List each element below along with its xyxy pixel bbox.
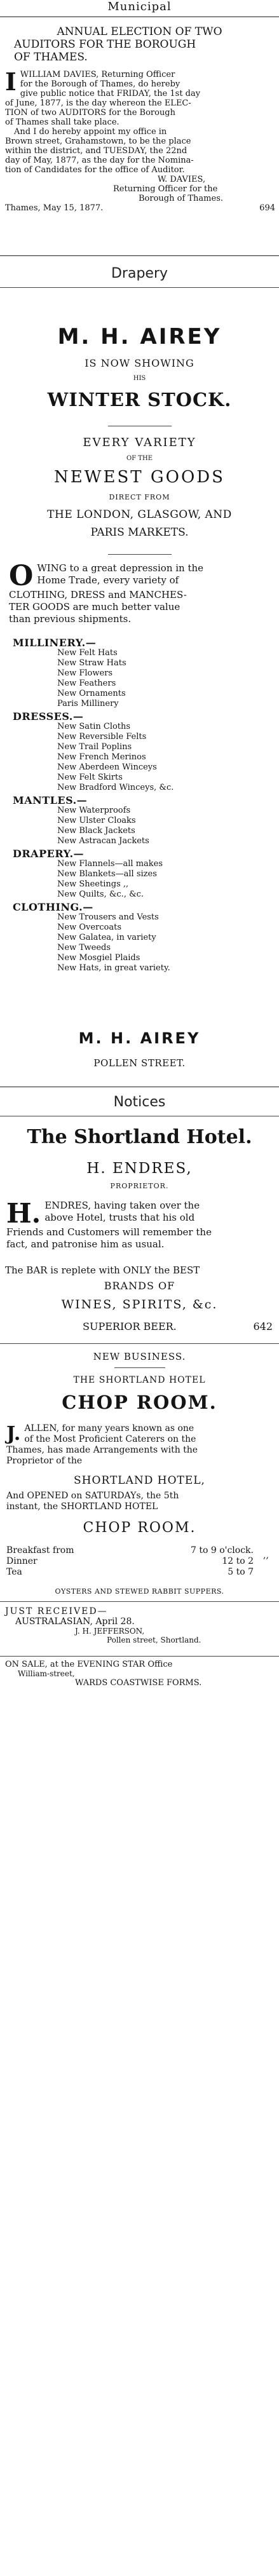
list-item: New Satin Cloths bbox=[57, 722, 131, 731]
list-item: New Aberdeen Winceys bbox=[57, 763, 157, 772]
wards-forms: WARDS COASTWISE FORMS. bbox=[75, 1678, 202, 1688]
markets-line-1: THE LONDON, GLASGOW, AND bbox=[47, 508, 232, 521]
list-item: New Bradford Winceys, &c. bbox=[57, 783, 174, 792]
meals-bracket-mark: ,, bbox=[263, 1550, 269, 1561]
list-item: New Overcoats bbox=[57, 923, 121, 932]
body-line: TION of two AUDITORS for the Borough bbox=[5, 108, 176, 118]
goods-list bbox=[0, 635, 279, 973]
list-item: New Straw Hats bbox=[57, 658, 126, 668]
just-received-notice bbox=[0, 1606, 279, 1644]
shortland-hotel-heading: THE SHORTLAND HOTEL bbox=[73, 1375, 206, 1385]
notice-code: 694 bbox=[259, 203, 275, 213]
election-body bbox=[0, 67, 279, 213]
beer-code: 642 bbox=[253, 1320, 273, 1332]
para-line: And OPENED on SATURDAYs, the 5th bbox=[6, 1491, 179, 1501]
para-line: Home Trade, every variety of bbox=[37, 574, 179, 586]
footer-advertiser-name: M. H. AIREY bbox=[78, 1029, 201, 1047]
meal-name: Breakfast from bbox=[6, 1545, 74, 1556]
divider bbox=[0, 1343, 279, 1344]
footer-street: POLLEN STREET. bbox=[93, 1057, 186, 1069]
signature-line: Returning Officer for the bbox=[113, 184, 218, 194]
now-showing: IS NOW SHOWING bbox=[85, 357, 194, 369]
william-street: William-street, bbox=[18, 1669, 75, 1678]
heading-line: AUDITORS FOR THE BOROUGH bbox=[14, 38, 196, 51]
dropcap: H. bbox=[6, 1198, 41, 1229]
chop-room-2: CHOP ROOM. bbox=[83, 1520, 196, 1536]
meal-name: Tea bbox=[6, 1567, 22, 1577]
dropcap: O bbox=[9, 560, 34, 592]
category-drapery: DRAPERY.— bbox=[13, 848, 85, 860]
category-millinery: MILLINERY.— bbox=[13, 637, 97, 649]
direct-from: DIRECT FROM bbox=[109, 493, 170, 501]
list-item: New Black Jackets bbox=[57, 826, 135, 836]
divider bbox=[0, 1656, 279, 1657]
category-dresses: DRESSES.— bbox=[13, 710, 84, 722]
list-item: New Blankets—all sizes bbox=[57, 869, 157, 879]
para-line: Friends and Customers will remember the bbox=[6, 1226, 212, 1238]
body-line: for the Borough of Thames, do hereby bbox=[20, 79, 180, 89]
divider bbox=[0, 255, 279, 256]
section-title-drapery: Drapery bbox=[111, 266, 168, 281]
endres-paragraph bbox=[0, 1200, 279, 1251]
brands-of: BRANDS OF bbox=[104, 1280, 175, 1292]
depression-paragraph bbox=[0, 562, 279, 625]
list-item: New Felt Hats bbox=[57, 648, 118, 658]
superior-beer: SUPERIOR BEER. bbox=[83, 1320, 177, 1332]
meal-time: 5 to 7 bbox=[228, 1567, 254, 1577]
election-heading-2 bbox=[0, 38, 279, 64]
jefferson-address: Pollen street, Shortland. bbox=[107, 1636, 201, 1644]
bar-line: The BAR is replete with ONLY the BEST bbox=[5, 1264, 200, 1276]
list-item: New Felt Skirts bbox=[57, 773, 123, 782]
heading-line: ANNUAL ELECTION OF TWO bbox=[57, 25, 222, 38]
list-item: New Tweeds bbox=[57, 943, 111, 952]
dropcap: J. bbox=[6, 1423, 21, 1445]
meal-row bbox=[6, 1545, 254, 1556]
meal-row bbox=[6, 1567, 254, 1578]
body-line: Brown street, Grahamstown, to be the place bbox=[5, 137, 191, 146]
of-the-label: OF THE bbox=[126, 455, 153, 462]
list-item: New Galatea, in variety bbox=[57, 933, 156, 942]
australasian: AUSTRALASIAN, April 28. bbox=[15, 1617, 135, 1627]
para-line: above Hotel, trusts that his old bbox=[44, 1212, 195, 1223]
body-line: tion of Candidates for the office of Auditor. bbox=[5, 165, 185, 175]
para-line: CLOTHING, DRESS and MANCHES- bbox=[9, 589, 187, 600]
meal-times bbox=[0, 1545, 279, 1578]
short-divider bbox=[108, 554, 172, 555]
new-business: NEW BUSINESS. bbox=[93, 1351, 186, 1362]
para-line: ENDRES, having taken over the bbox=[44, 1200, 200, 1211]
list-item: New Mosgiel Plaids bbox=[57, 953, 140, 963]
list-item: New French Merinos bbox=[57, 752, 146, 762]
list-item: New Trail Poplins bbox=[57, 742, 132, 752]
body-line: And I do hereby appoint my office in bbox=[14, 127, 167, 137]
just-received: JUST RECEIVED— bbox=[5, 1606, 108, 1617]
date-row bbox=[5, 203, 275, 213]
list-item: New Feathers bbox=[57, 679, 116, 688]
wines-spirits: WINES, SPIRITS, &c. bbox=[61, 1298, 218, 1312]
list-item: New Flowers bbox=[57, 668, 113, 678]
shortland-hotel-2: SHORTLAND HOTEL, bbox=[74, 1474, 205, 1487]
list-item: New Ornaments bbox=[57, 689, 126, 698]
meal-time: 12 to 2 bbox=[222, 1556, 254, 1566]
every-variety: EVERY VARIETY bbox=[83, 436, 196, 449]
markets-line-2: PARIS MARKETS. bbox=[90, 526, 189, 539]
para-line: Thames, has made Arrangements with the bbox=[6, 1445, 198, 1455]
body-line: WILLIAM DAVIES, Returning Officer bbox=[20, 70, 175, 79]
para-line: Proprietor of the bbox=[6, 1456, 83, 1466]
list-item: New Ulster Cloaks bbox=[57, 816, 136, 825]
divider bbox=[0, 287, 279, 288]
body-line: of June, 1877, is the day whereon the ELEC- bbox=[5, 98, 191, 108]
heading-line: OF THAMES. bbox=[14, 51, 88, 64]
category-mantles: MANTLES.— bbox=[13, 794, 88, 806]
chop-room-heading: CHOP ROOM. bbox=[62, 1392, 217, 1413]
notice-date: Thames, May 15, 1877. bbox=[5, 203, 104, 213]
body-line: give public notice that FRIDAY, the 1st day bbox=[20, 89, 201, 98]
para-line: instant, the SHORTLAND HOTEL bbox=[6, 1502, 158, 1512]
opened-paragraph bbox=[0, 1491, 279, 1512]
category-clothing: CLOTHING.— bbox=[13, 901, 93, 913]
jefferson: J. H. JEFFERSON, bbox=[75, 1627, 145, 1636]
section-title-municipal: Municipal bbox=[107, 0, 172, 13]
list-item: New Waterproofs bbox=[57, 806, 131, 815]
newest-goods: NEWEST GOODS bbox=[54, 468, 225, 487]
list-item: New Reversible Felts bbox=[57, 732, 147, 742]
signature: W. DAVIES, bbox=[158, 175, 206, 184]
allen-paragraph bbox=[0, 1423, 279, 1467]
short-divider bbox=[114, 1367, 165, 1368]
beer-row bbox=[0, 1320, 279, 1332]
para-line: than previous shipments. bbox=[9, 613, 132, 625]
list-item: New Quilts, &c., &c. bbox=[57, 890, 144, 899]
para-line: fact, and patronise him as usual. bbox=[6, 1238, 165, 1250]
list-item: New Sheetings ,, bbox=[57, 879, 129, 889]
election-heading bbox=[0, 25, 279, 38]
dropcap: I bbox=[5, 67, 17, 96]
proprietor-label: PROPRIETOR. bbox=[110, 1182, 169, 1190]
signature-line: Borough of Thames. bbox=[139, 194, 224, 203]
body-line: of Thames shall take place. bbox=[5, 118, 119, 127]
para-line: TER GOODS are much better value bbox=[9, 601, 180, 613]
advertiser-name: M. H. AIREY bbox=[57, 324, 222, 349]
body-line: day of May, 1877, as the day for the Nomina- bbox=[5, 156, 194, 165]
meal-row bbox=[6, 1556, 254, 1567]
list-item: New Flannels—all makes bbox=[57, 859, 163, 869]
body-line: within the district, and TUESDAY, the 22nd bbox=[5, 146, 187, 156]
section-title-notices: Notices bbox=[113, 1094, 166, 1110]
his-label: HIS bbox=[133, 375, 146, 382]
proprietor-name: H. ENDRES, bbox=[86, 1160, 193, 1177]
beer-row-inner bbox=[83, 1320, 273, 1332]
hotel-name: The Shortland Hotel. bbox=[27, 1126, 252, 1148]
meal-time: 7 to 9 o'clock. bbox=[190, 1545, 254, 1556]
oysters-line: OYSTERS AND STEWED RABBIT SUPPERS. bbox=[55, 1587, 224, 1596]
list-item: Paris Millinery bbox=[57, 699, 119, 708]
meal-name: Dinner bbox=[6, 1556, 37, 1566]
winter-stock: WINTER STOCK. bbox=[47, 389, 232, 410]
para-line: of the Most Proficient Caterers on the bbox=[24, 1434, 196, 1444]
on-sale-notice bbox=[0, 1660, 279, 1688]
list-item: New Hats, in great variety. bbox=[57, 963, 170, 973]
on-sale: ON SALE, at the EVENING STAR Office bbox=[5, 1660, 173, 1669]
list-item: New Trousers and Vests bbox=[57, 912, 159, 922]
para-line: WING to a great depression in the bbox=[37, 562, 204, 574]
para-line: ALLEN, for many years known as one bbox=[24, 1423, 194, 1434]
divider bbox=[0, 1601, 279, 1602]
list-item: New Astracan Jackets bbox=[57, 836, 149, 846]
